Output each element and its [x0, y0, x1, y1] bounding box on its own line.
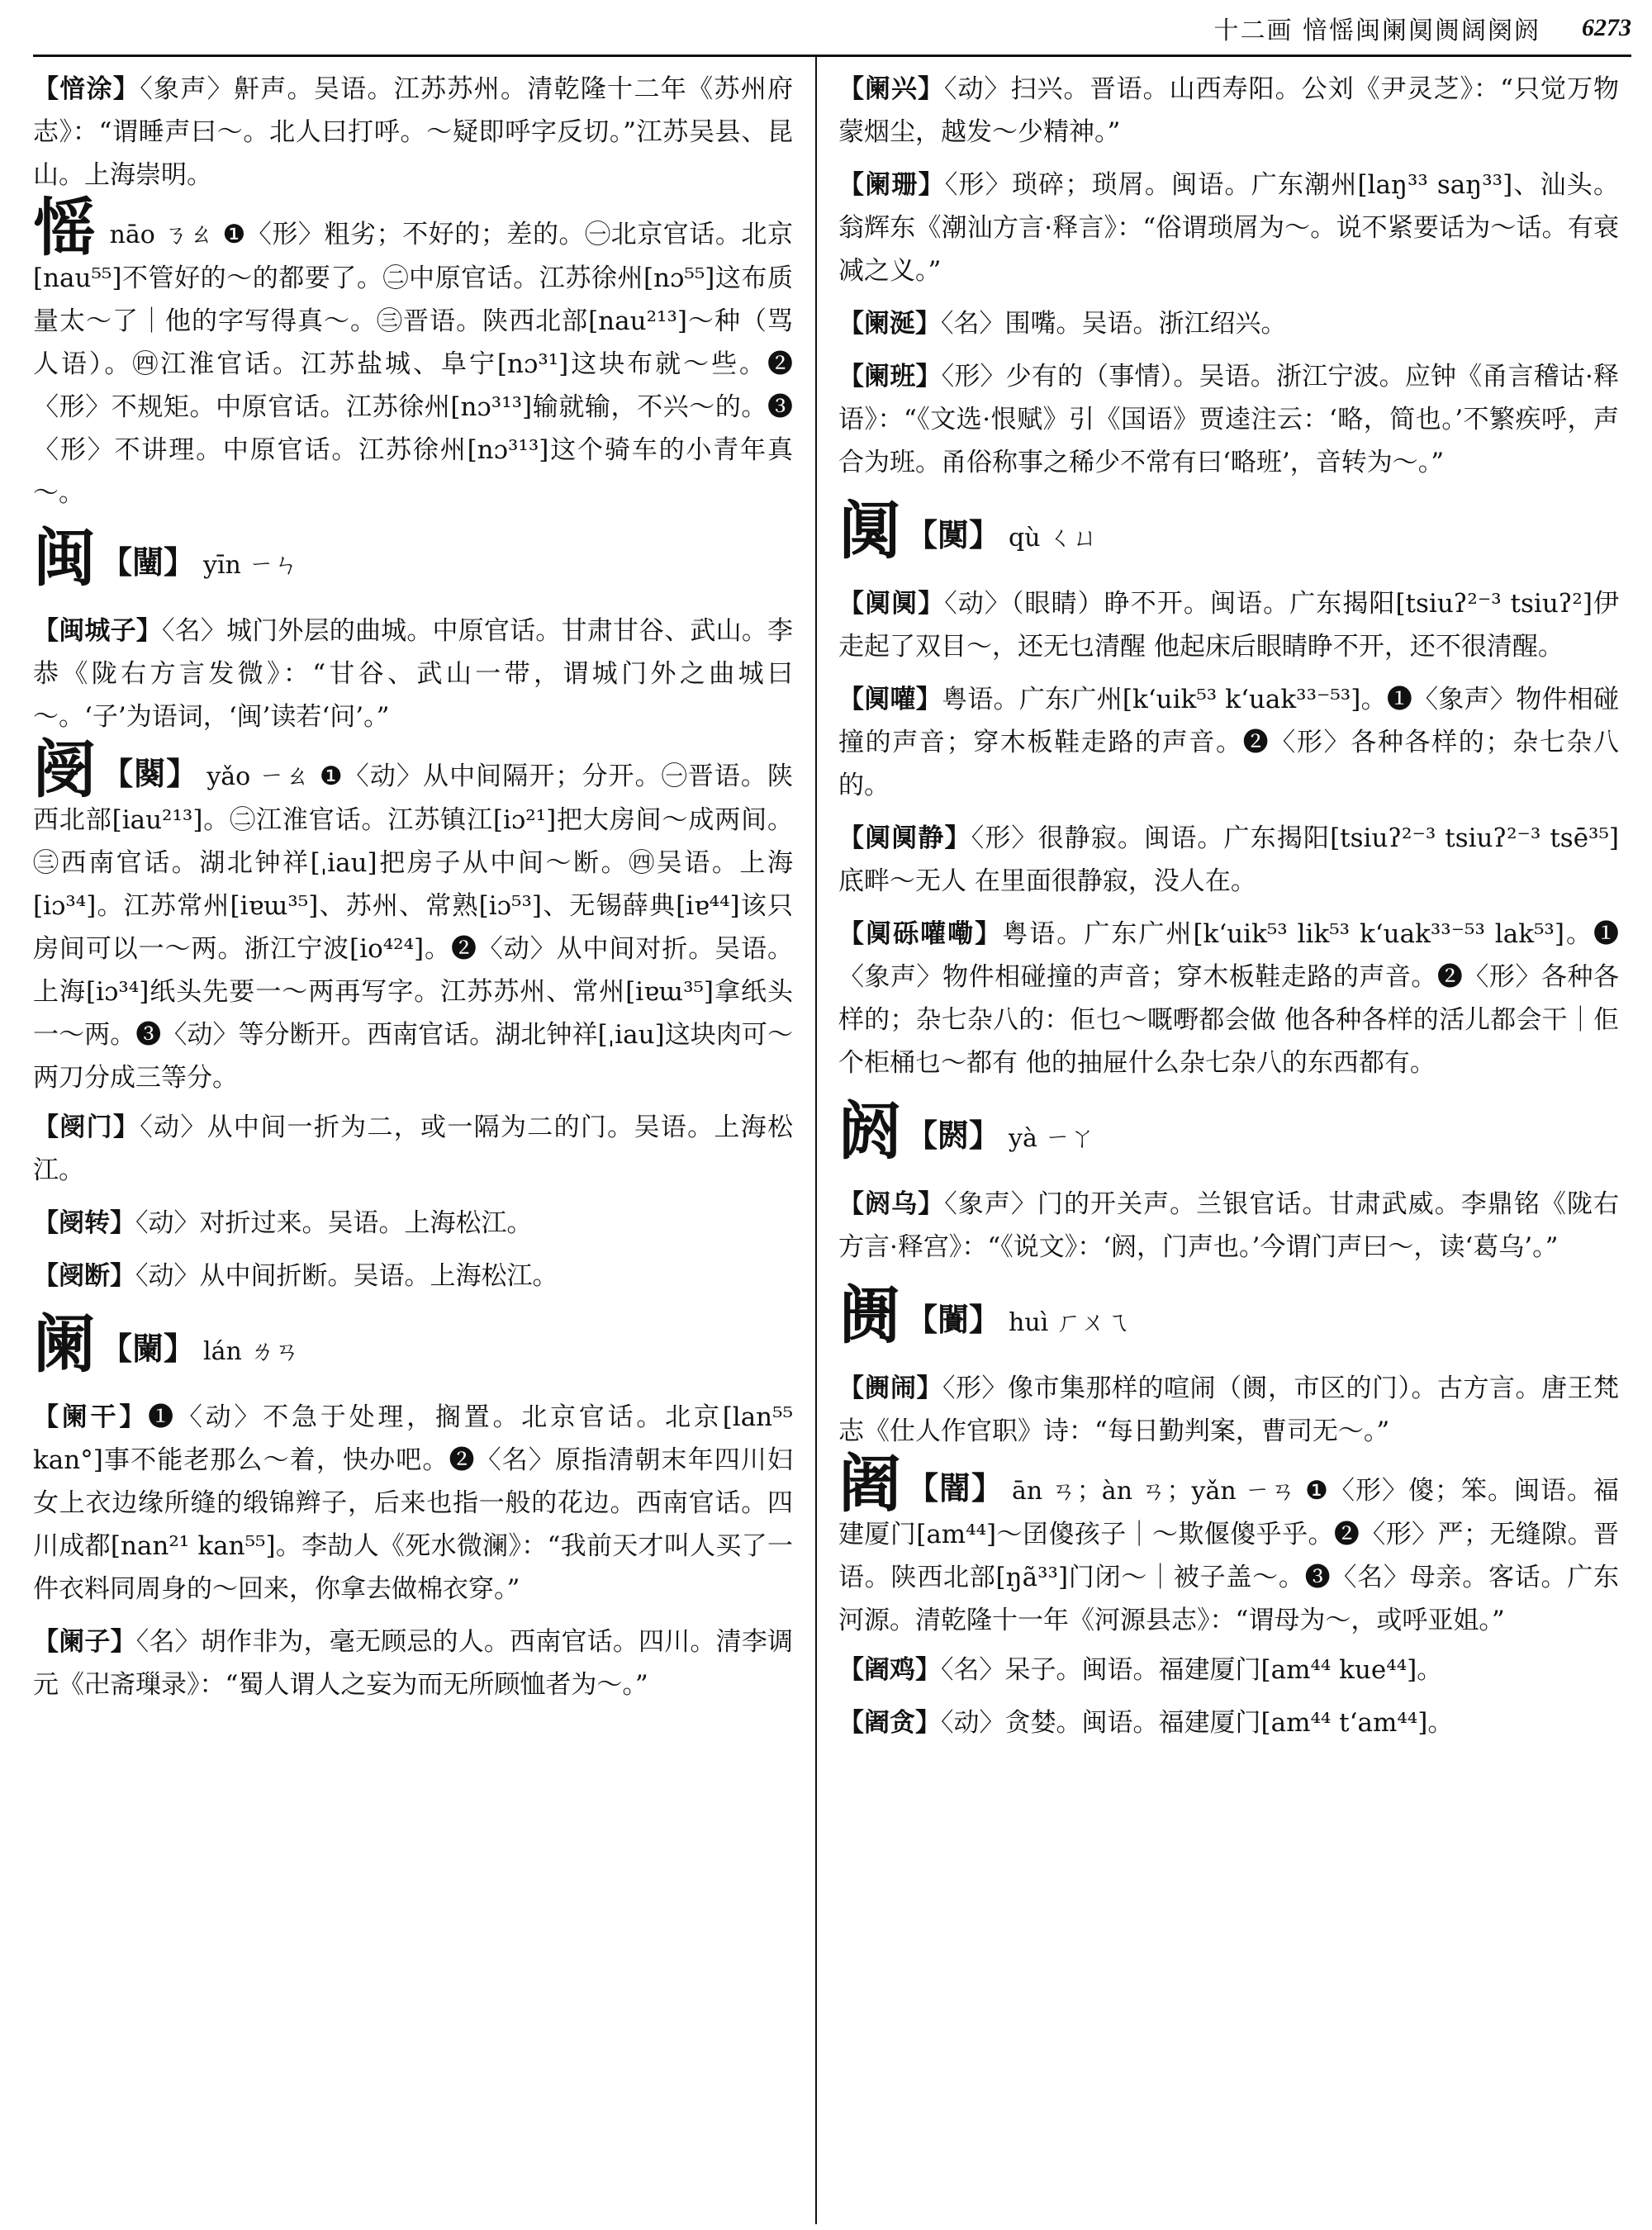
entry-headword: 【愔涂】	[33, 74, 140, 104]
dictionary-entry	[33, 1396, 793, 1611]
dictionary-entry	[33, 68, 793, 197]
dictionary-entry	[838, 302, 1619, 345]
right-column	[838, 68, 1619, 1754]
dictionary-entry	[33, 1620, 793, 1706]
entry-definition: 〈象声〉门的开关声。兰银官话。甘肃武威。李鼎铭《陇右方言·释宫》：“《说文》：‘阏，门声也。’今谓门声曰～，读‘葛乌’。”	[838, 1189, 1620, 1262]
entry-headword: 【阌转】	[33, 1208, 135, 1238]
dictionary-entry	[33, 1106, 793, 1192]
entry-headword: 【闽城子】	[33, 616, 162, 646]
dictionary-entry	[838, 1367, 1619, 1453]
character-heading	[838, 1279, 1619, 1360]
entry-definition: 〈动〉从中间折断。吴语。上海松江。	[135, 1261, 558, 1291]
character-heading	[838, 1447, 1620, 1642]
pronunciation: lán ㄌㄢ	[203, 1337, 300, 1366]
entry-headword: 【阌门】	[33, 1113, 140, 1142]
entry-definition: 〈形〉很静寂。闽语。广东揭阳[tsiuʔ²⁻³ tsiuʔ²⁻³ tsē³⁵]底畔～无人 在里面很静寂，没人在。	[838, 823, 1619, 896]
entry-definition: 〈动〉扫兴。晋语。山西寿阳。公刘《尹灵芝》：“只觉万物蒙烟尘，越发～少精神。”	[838, 74, 1619, 147]
traditional-form: 【閼】	[906, 1117, 1001, 1154]
entry-definition: 〈名〉胡作非为，毫无顾忌的人。西南官话。四川。清李调元《卍斋璅录》：“蜀人谓人之妄为而无所顾恤者为～。”	[33, 1627, 794, 1700]
entry-definition: 〈象声〉鼾声。吴语。江苏苏州。清乾隆十二年《苏州府志》：“谓睡声曰～。北人曰打呼。～疑即呼字反切。”江苏吴县、昆山。上海崇明。	[33, 74, 794, 190]
header-rule	[33, 55, 1631, 57]
character-heading	[33, 521, 793, 603]
entry-headword: 【阒阒】	[838, 589, 945, 619]
entry-headword: 【阇贪】	[838, 1708, 941, 1738]
character-heading	[838, 1094, 1619, 1176]
dictionary-entry	[838, 913, 1619, 1084]
entry-headword: 【阓闹】	[838, 1374, 942, 1403]
character-heading	[33, 733, 793, 1099]
dictionary-entry	[838, 355, 1619, 484]
character-heading	[33, 1307, 793, 1389]
entry-headword: 【阑子】	[33, 1627, 136, 1657]
head-character: 闽	[33, 521, 96, 595]
character-heading	[838, 494, 1619, 576]
character-definition: ❶〈形〉粗劣；不好的；差的。㊀北京官话。北京[nau⁵⁵]不管好的～的都要了。㊁中原官话。江苏徐州[nɔ⁵⁵]这布质量太～了｜他的字写得真～。㊂晋语。陕西北部[nau²¹³]～种（骂人语）。㊃江淮官话。江苏盐城、阜宁[nɔ³¹]这块布就～些。❷〈形〉不规矩。中原官话。江苏徐州[nɔ³¹³]输就输，不兴～的。❸〈形〉不讲理。中原官话。江苏徐州[nɔ³¹³]这个骑车的小青年真～。	[33, 220, 793, 508]
character-heading	[33, 191, 793, 515]
head-character: 愮	[33, 191, 97, 264]
dictionary-entry	[838, 68, 1619, 154]
pronunciation: nāo ㄋㄠ	[109, 221, 215, 249]
entry-headword: 【阒砾嚾嘞】	[838, 919, 1003, 949]
dictionary-entry	[838, 1701, 1619, 1744]
entry-definition: 〈形〉琐碎；琐屑。闽语。广东潮州[laŋ³³ saŋ³³]、汕头。翁辉东《潮汕方言·释言》：“俗谓琐屑为～。说不紧要话为～话。有衰减之义。”	[838, 170, 1620, 286]
dictionary-entry	[838, 1649, 1619, 1691]
dictionary-entry	[838, 678, 1619, 807]
dictionary-entry	[838, 582, 1619, 668]
head-character: 阒	[838, 494, 901, 567]
head-character: 阌	[33, 733, 97, 806]
head-character: 阓	[838, 1279, 901, 1352]
entry-definition: 〈名〉城门外层的曲城。中原官话。甘肃甘谷、武山。李恭《陇右方言发微》：“甘谷、武山一带，谓城门外之曲城曰～。‘子’为语词，‘闽’读若‘问’。”	[33, 616, 794, 732]
entry-headword: 【阏乌】	[838, 1189, 945, 1219]
column-divider	[815, 56, 817, 2224]
entry-definition: 粤语。广东广州[kʻuik⁵³ lik⁵³ kʻuak³³⁻⁵³ lak⁵³]。❶〈象声〉物件相碰撞的声音；穿木板鞋走路的声音。❷〈形〉各种各样的；杂七杂八的：佢乜～嘅嘢都会做 他各种各样的活儿都会干｜佢个柜桶乜～都有 他的抽屉什么杂七杂八的东西都有。	[838, 919, 1619, 1078]
dictionary-entry	[33, 1202, 793, 1245]
traditional-form: 【闃】	[906, 516, 1001, 553]
entry-definition: 〈动〉（眼睛）睁不开。闽语。广东揭阳[tsiuʔ²⁻³ tsiuʔ²]伊走起了双目～，还无乜清醒 他起床后眼睛睁不开，还不很清醒。	[838, 589, 1619, 662]
entry-headword: 【阑兴】	[838, 74, 945, 104]
pronunciation: huì ㄏㄨㄟ	[1009, 1308, 1131, 1337]
traditional-form: 【闇】	[907, 1469, 1004, 1506]
dictionary-entry	[838, 1183, 1619, 1269]
entry-definition: 〈动〉对折过来。吴语。上海松江。	[135, 1208, 533, 1238]
head-character: 阑	[33, 1307, 96, 1381]
traditional-form: 【闠】	[906, 1301, 1001, 1338]
entry-definition: ❶〈动〉不急于处理，搁置。北京官话。北京[lan⁵⁵ kan°]事不能老那么～着，快办吧。❷〈名〉原指清朝末年四川妇女上衣边缘所缝的缎锦辫子，后来也指一般的花边。西南官话。四川成都[nan²¹ kan⁵⁵]。李劼人《死水微澜》：“我前天才叫人买了一件衣料同周身的～回来，你拿去做棉衣穿。”	[33, 1402, 794, 1604]
character-definition: ❶〈动〉从中间隔开；分开。㊀晋语。陕西北部[iau²¹³]。㊁江淮官话。江苏镇江[iɔ²¹]把大房间～成两间。㊂西南官话。湖北钟祥[ˌiau]把房子从中间～断。㊃吴语。上海[iɔ³⁴]。江苏常州[iɐɯ³⁵]、苏州、常熟[iɔ⁵³]、无锡薛典[iɐ⁴⁴]该只房间可以一～两。浙江宁波[io⁴²⁴]。❷〈动〉从中间对折。吴语。上海[iɔ³⁴]纸头先要一～两再写字。江苏苏州、常州[iɐɯ³⁵]拿纸头一～两。❸〈动〉等分断开。西南官话。湖北钟祥[ˌiau]这块肉可～两刀分成三等分。	[33, 762, 793, 1093]
entry-headword: 【阇鸡】	[838, 1655, 941, 1685]
entry-headword: 【阑班】	[838, 362, 942, 391]
entry-definition: 〈名〉围嘴。吴语。浙江绍兴。	[941, 309, 1287, 339]
traditional-form: 【闋】	[102, 755, 199, 792]
entry-headword: 【阑干】	[33, 1402, 149, 1432]
entry-definition: 〈形〉少有的（事情）。吴语。浙江宁波。应钟《甬言稽诂·释语》：“《文选·恨赋》引《国语》贾逵注云：‘略，简也。’不繁疾呼，声合为班。甬俗称事之稀少不常有曰‘略班’，音转为～。”	[838, 362, 1620, 477]
entry-headword: 【阒嚾】	[838, 685, 942, 714]
dictionary-entry	[33, 610, 793, 738]
entry-headword: 【阑涎】	[838, 309, 941, 339]
head-character: 阏	[838, 1094, 901, 1168]
character-definition: ❶〈形〉傻；笨。闽语。福建厦门[am⁴⁴]～囝傻孩子｜～欺偃傻乎乎。❷〈形〉严；无缝隙。晋语。陕西北部[ŋã³³]门闭～｜被子盖～。❸〈名〉母亲。客话。广东河源。清乾隆十一年《河源县志》：“谓母为～，或呼亚姐。”	[838, 1476, 1620, 1635]
left-column	[33, 68, 793, 1716]
dictionary-entry	[838, 817, 1619, 903]
entry-definition: 〈动〉从中间一折为二，或一隔为二的门。吴语。上海松江。	[33, 1113, 794, 1185]
entry-definition: 粤语。广东广州[kʻuik⁵³ kʻuak³³⁻⁵³]。❶〈象声〉物件相碰撞的声音；穿木板鞋走路的声音。❷〈形〉各种各样的；杂七杂八的。	[838, 685, 1619, 800]
page-number: 6273	[1582, 14, 1631, 41]
pronunciation: yīn ㄧㄣ	[203, 551, 299, 580]
dictionary-entry	[33, 1255, 793, 1298]
page-header	[971, 8, 1631, 48]
dictionary-entry	[838, 164, 1619, 292]
pronunciation: yà ㄧㄚ	[1009, 1124, 1095, 1153]
entry-headword: 【阒阒静】	[838, 823, 971, 853]
traditional-form: 【闌】	[101, 1330, 196, 1367]
pronunciation: ān ㄢ；àn ㄢ；yǎn ㄧㄢ	[1012, 1477, 1297, 1506]
head-character: 阇	[838, 1447, 903, 1521]
entry-definition: 〈动〉贪婪。闽语。福建厦门[am⁴⁴ tʻam⁴⁴]。	[941, 1708, 1454, 1738]
pronunciation: qù ㄑㄩ	[1009, 524, 1099, 553]
pronunciation: yǎo ㄧㄠ	[206, 762, 311, 791]
entry-definition: 〈形〉像市集那样的喧闹（阓，市区的门）。古方言。唐王梵志《仕人作官职》诗：“每日勤判案，曹司无～。”	[838, 1374, 1619, 1446]
header-title: 十二画 愔愮闽阑阒阓阔阕阏	[1213, 17, 1540, 45]
traditional-form: 【闉】	[101, 543, 196, 581]
entry-headword: 【阌断】	[33, 1261, 135, 1291]
entry-definition: 〈名〉呆子。闽语。福建厦门[am⁴⁴ kue⁴⁴]。	[941, 1655, 1443, 1685]
entry-headword: 【阑珊】	[838, 170, 945, 200]
